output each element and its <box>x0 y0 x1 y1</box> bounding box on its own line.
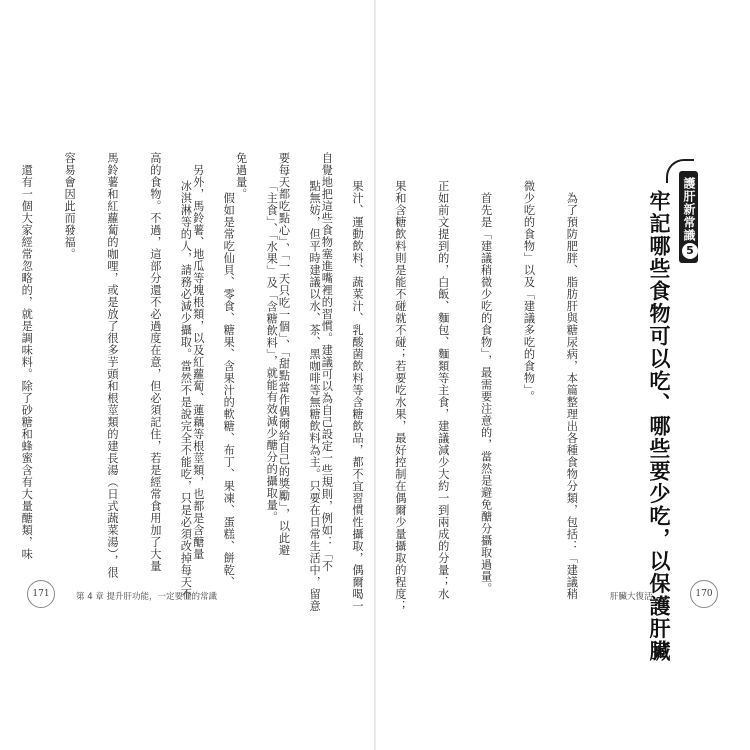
right-paragraph: 微少吃的食物」以及「建議多吃的食物」。 <box>522 180 536 403</box>
right-paragraph: 首先是「建議稍微少吃的食物」，最需要注意的，當然是避免醣分攝取過量。 <box>479 180 493 595</box>
right-book-footer: 肝臟大復活 <box>610 592 653 602</box>
series-label: 護肝新常識 <box>682 177 696 242</box>
right-paragraph: 假如是常吃仙貝、零食、糖果、含果汁的軟糖、布丁、果凍、蛋糕、餅乾、 <box>222 180 236 588</box>
left-paragraph: 高的食物。不過，這部分還不必過度在意，但必須記住，若是經常食用加了大量 <box>148 152 162 572</box>
section-title: 牢記哪些食物可以吃、哪些要少吃，以保護肝臟 <box>647 190 671 663</box>
left-page-number: 171 <box>27 580 55 608</box>
right-paragraph: 果汁、運動飲料、蔬菜汁、乳酸菌飲料等含糖飲品，都不宜習慣性攝取，偶爾喝一 <box>350 180 364 612</box>
left-paragraph: 馬鈴薯和紅蘿蔔的咖哩，或是放了很多芋頭和根莖類的建長湯（日式蔬菜湯），很 <box>105 152 119 579</box>
left-chapter-footer: 第 4 章 提升肝功能，一定要懂的常識 <box>76 592 218 602</box>
right-paragraph: 「主食」、「水果」及「含糖飲料」，就能有效減少醣分的攝取量。 <box>265 180 279 524</box>
left-paragraph: 另外，馬鈴薯、地瓜等塊根類，以及紅蘿蔔、蓮藕等根莖類，也都是含醣量 <box>191 152 205 560</box>
right-paragraph: 為了預防肥胖、脂肪肝與糖尿病，本篇整理出各種食物分類，包括：「建議稍 <box>565 180 579 600</box>
series-badge <box>674 165 700 265</box>
series-number: 5 <box>682 243 698 259</box>
right-page-number: 170 <box>690 580 718 608</box>
right-paragraph: 正如前文提到的，白飯、麵包、麵類等主食，建議減少大約一到兩成的分量；水 <box>436 180 450 600</box>
right-paragraph: 果和含糖飲料則是能不碰就不碰；若要吃水果，最好控制在偶爾少量攝取的程度； <box>393 180 407 612</box>
left-paragraph: 容易會因此而發福。 <box>63 152 77 260</box>
left-paragraph: 免過量。 <box>234 152 248 200</box>
right-paragraph: 點無妨，但平時建議以水、茶、黑咖啡等無糖飲料為主。只要在日常生活中，留意 <box>308 180 322 612</box>
left-paragraph: 還有一個大家經常忽略的，就是調味料。除了砂糖和蜂蜜含有大量醣類，味 <box>20 152 34 560</box>
left-paragraph: 自覺地把這些食物塞進嘴裡的習慣。建議可以為自己設定一些規則，例如：「不 <box>320 152 334 572</box>
left-paragraph: 要每天都吃點心」、「一天只吃一個」、「甜點當作偶爾給自己的獎勵」，以此避 <box>277 152 291 556</box>
right-paragraph: 冰淇淋等的人，請務必減少攝取。當然不是說完全不能吃，只是必須改掉每天不 <box>179 180 193 600</box>
right-page-body <box>164 180 607 612</box>
